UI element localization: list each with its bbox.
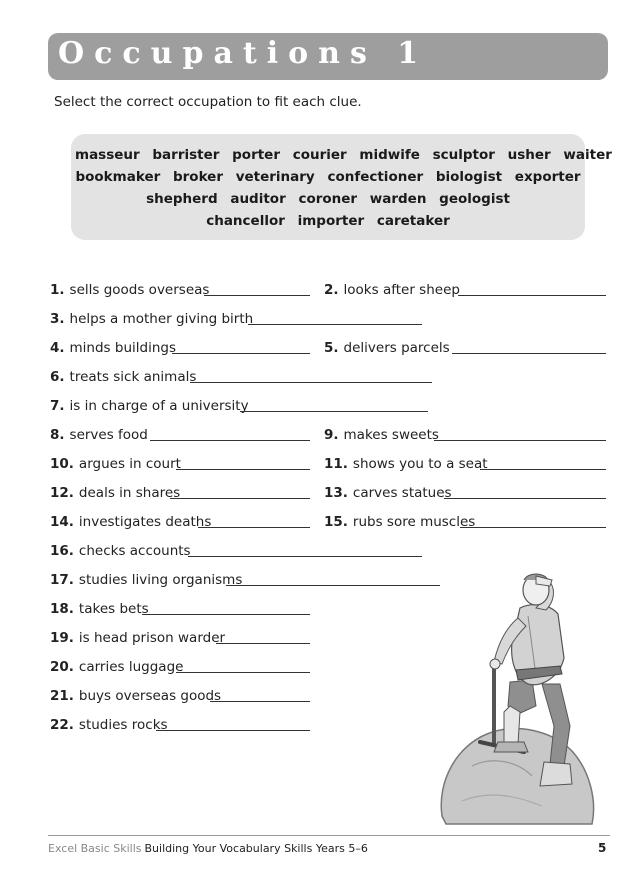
footer-divider — [48, 835, 610, 836]
answer-blank-14[interactable] — [198, 527, 310, 528]
word-bank-word: chancellor — [206, 213, 285, 229]
clue-text: minds buildings — [69, 340, 176, 356]
clue-text: deals in shares — [78, 485, 181, 501]
word-bank-word: masseur — [75, 147, 140, 163]
clue-text: is head prison warder — [78, 630, 226, 646]
answer-blank-20[interactable] — [176, 672, 310, 673]
clue-text: buys overseas goods — [78, 688, 222, 704]
clue-number: 17. — [50, 572, 74, 588]
answer-blank-1[interactable] — [204, 295, 310, 296]
clue-text: studies rocks — [78, 717, 168, 733]
clue-text: is in charge of a university — [69, 398, 249, 414]
clue-text: takes bets — [78, 601, 149, 617]
clue-12 — [50, 485, 180, 501]
clue-text: delivers parcels — [343, 340, 450, 356]
clue-6 — [50, 369, 196, 385]
clue-number: 15. — [324, 514, 348, 530]
word-bank-word: exporter — [514, 169, 581, 185]
word-bank-word: bookmaker — [75, 169, 161, 185]
answer-blank-16[interactable] — [188, 556, 422, 557]
word-bank-word: sculptor — [432, 147, 495, 163]
answer-blank-7[interactable] — [240, 411, 428, 412]
word-bank-word: caretaker — [376, 213, 450, 229]
clue-5 — [324, 340, 450, 356]
clue-text: serves food — [69, 427, 148, 443]
clue-number: 21. — [50, 688, 74, 704]
clue-21 — [50, 688, 221, 704]
clue-text: looks after sheep — [343, 282, 460, 298]
clue-17 — [50, 572, 242, 588]
answer-blank-17[interactable] — [226, 585, 440, 586]
answer-blank-19[interactable] — [216, 643, 310, 644]
clue-3 — [50, 311, 253, 327]
clue-text: carves statues — [352, 485, 452, 501]
clue-number: 14. — [50, 514, 74, 530]
answer-blank-18[interactable] — [142, 614, 310, 615]
answer-blank-6[interactable] — [190, 382, 432, 383]
word-bank-word: courier — [292, 147, 347, 163]
clue-14 — [50, 514, 211, 530]
clue-text: helps a mother giving birth — [69, 311, 254, 327]
word-bank-word: biologist — [435, 169, 503, 185]
answer-blank-4[interactable] — [172, 353, 310, 354]
word-bank-word: warden — [369, 191, 427, 207]
clue-11 — [324, 456, 488, 472]
word-bank-row — [71, 191, 585, 207]
clue-text: rubs sore muscles — [352, 514, 476, 530]
geologist-illustration-icon — [432, 566, 602, 828]
clue-number: 6. — [50, 369, 65, 385]
page-title: Occupations 1 — [58, 36, 429, 71]
clue-9 — [324, 427, 439, 443]
word-bank-word: geologist — [439, 191, 510, 207]
answer-blank-15[interactable] — [460, 527, 606, 528]
footer-credit — [48, 842, 368, 855]
clue-number: 3. — [50, 311, 65, 327]
word-bank-word: barrister — [152, 147, 220, 163]
clue-15 — [324, 514, 475, 530]
answer-blank-21[interactable] — [210, 701, 310, 702]
answer-blank-13[interactable] — [444, 498, 606, 499]
answer-blank-11[interactable] — [480, 469, 606, 470]
clue-number: 16. — [50, 543, 74, 559]
clue-text: makes sweets — [343, 427, 439, 443]
clue-1 — [50, 282, 209, 298]
word-bank-word: midwife — [359, 147, 420, 163]
clue-number: 12. — [50, 485, 74, 501]
clue-19 — [50, 630, 225, 646]
clue-4 — [50, 340, 176, 356]
clue-16 — [50, 543, 191, 559]
clue-text: argues in court — [78, 456, 181, 472]
footer-book-title: Building Your Vocabulary Skills Years 5–6 — [144, 842, 368, 855]
answer-blank-12[interactable] — [170, 498, 310, 499]
clue-22 — [50, 717, 168, 733]
word-bank-word: veterinary — [235, 169, 315, 185]
footer-series: Excel Basic Skills — [48, 842, 142, 855]
answer-blank-2[interactable] — [458, 295, 606, 296]
clue-number: 9. — [324, 427, 339, 443]
clue-13 — [324, 485, 452, 501]
clue-text: carries luggage — [78, 659, 184, 675]
answer-blank-10[interactable] — [176, 469, 310, 470]
answer-blank-8[interactable] — [150, 440, 310, 441]
clue-2 — [324, 282, 460, 298]
clue-text: investigates deaths — [78, 514, 212, 530]
clue-number: 2. — [324, 282, 339, 298]
word-bank — [71, 134, 612, 240]
answer-blank-9[interactable] — [434, 440, 606, 441]
clue-text: checks accounts — [78, 543, 191, 559]
clue-number: 4. — [50, 340, 65, 356]
word-bank-word: usher — [507, 147, 551, 163]
word-bank-word: confectioner — [327, 169, 424, 185]
clue-text: treats sick animals — [69, 369, 197, 385]
clue-text: sells goods overseas — [69, 282, 210, 298]
clue-number: 19. — [50, 630, 74, 646]
word-bank-word: shepherd — [146, 191, 218, 207]
answer-blank-22[interactable] — [156, 730, 310, 731]
word-bank-row — [71, 169, 585, 185]
clue-number: 18. — [50, 601, 74, 617]
clue-10 — [50, 456, 181, 472]
word-bank-word: broker — [172, 169, 223, 185]
answer-blank-5[interactable] — [452, 353, 606, 354]
clue-8 — [50, 427, 148, 443]
clue-text: shows you to a seat — [352, 456, 488, 472]
word-bank-word: auditor — [230, 191, 286, 207]
clue-text: studies living organisms — [78, 572, 243, 588]
clue-18 — [50, 601, 149, 617]
clue-7 — [50, 398, 249, 414]
title-bar — [48, 33, 608, 80]
clue-20 — [50, 659, 183, 675]
word-bank-word: waiter — [563, 147, 612, 163]
instruction-text: Select the correct occupation to fit each clue. — [54, 94, 362, 110]
clue-number: 11. — [324, 456, 348, 472]
clue-number: 8. — [50, 427, 65, 443]
clue-number: 13. — [324, 485, 348, 501]
clue-number: 20. — [50, 659, 74, 675]
page-number: 5 — [598, 841, 607, 855]
word-bank-row — [71, 147, 612, 163]
word-bank-word: coroner — [298, 191, 358, 207]
word-bank-row — [71, 213, 585, 229]
word-bank-word: importer — [297, 213, 365, 229]
clue-number: 5. — [324, 340, 339, 356]
clue-number: 22. — [50, 717, 74, 733]
answer-blank-3[interactable] — [248, 324, 422, 325]
clue-number: 1. — [50, 282, 65, 298]
clue-number: 10. — [50, 456, 74, 472]
clue-number: 7. — [50, 398, 65, 414]
word-bank-word: porter — [232, 147, 280, 163]
